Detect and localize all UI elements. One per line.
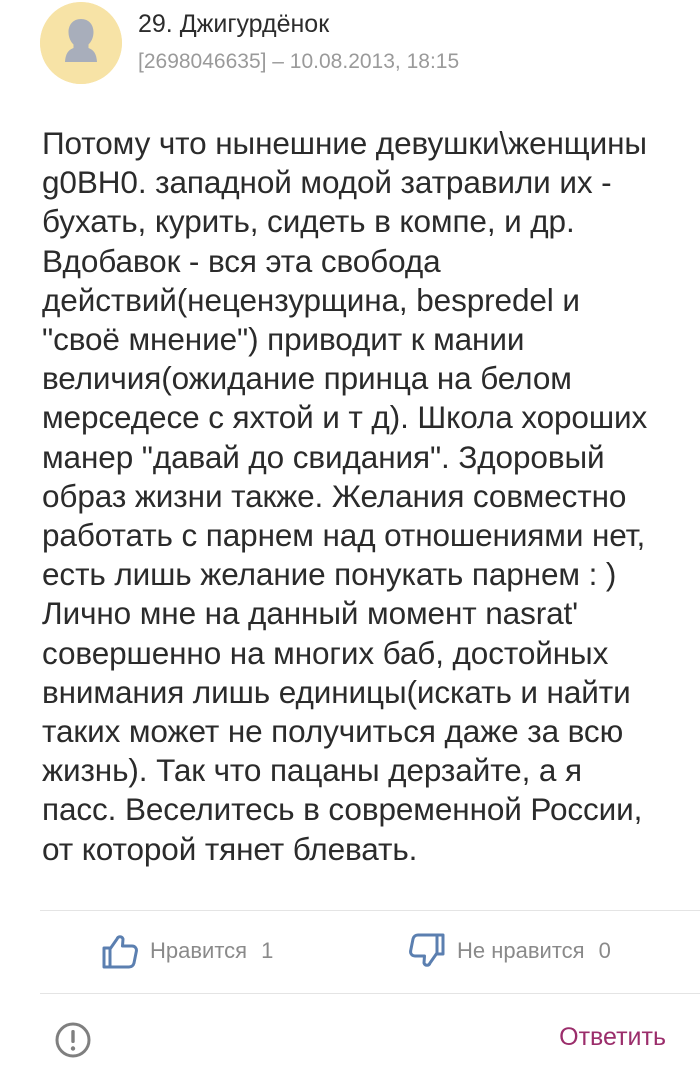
comment-header — [40, 2, 680, 86]
comment-meta: [2698046635] – 10.08.2013, 18:15 — [138, 50, 460, 73]
divider — [40, 993, 700, 994]
avatar[interactable] — [40, 2, 122, 84]
like-button[interactable] — [100, 928, 273, 974]
reply-button[interactable]: Ответить — [559, 1023, 666, 1051]
like-count: 1 — [261, 938, 274, 963]
exclamation-circle-icon[interactable] — [54, 1021, 92, 1059]
author-name[interactable]: 29. Джигурдёнок — [138, 10, 330, 38]
dislike-count: 0 — [598, 938, 611, 963]
dislike-button[interactable] — [407, 928, 611, 974]
thumbs-down-icon — [407, 931, 447, 971]
like-label: Нравится — [150, 938, 248, 963]
dislike-label: Не нравится — [457, 938, 585, 963]
user-silhouette-icon — [40, 2, 122, 84]
comment-text: Потому что нынешние девушки\женщины g0ВН0. западной модой затравили их - бухать, курить, сидеть в компе, и др. Вдобавок - вся эта свобода действий(нецензурщина, bespredel и "своё мнение") приводит к мании величия(ожидание принца на белом мерседесе с яхтой и т д). Школа хороших манер "давай до свидания". Здоровый образ жизни также. Желания совместно работать с парнем над отношениями нет, есть лишь желание понукать парнем : ) Лично мне на данный момент nasrat' совершенно на многих баб, достойных внимания лишь единицы(искать и найти таких может не получиться даже за всю жизнь). Так что пацаны дерзайте, а я пасс. Веселитесь в современной России, от которой тянет блевать. — [42, 125, 648, 867]
divider — [40, 910, 700, 911]
thumbs-up-icon — [100, 931, 140, 971]
